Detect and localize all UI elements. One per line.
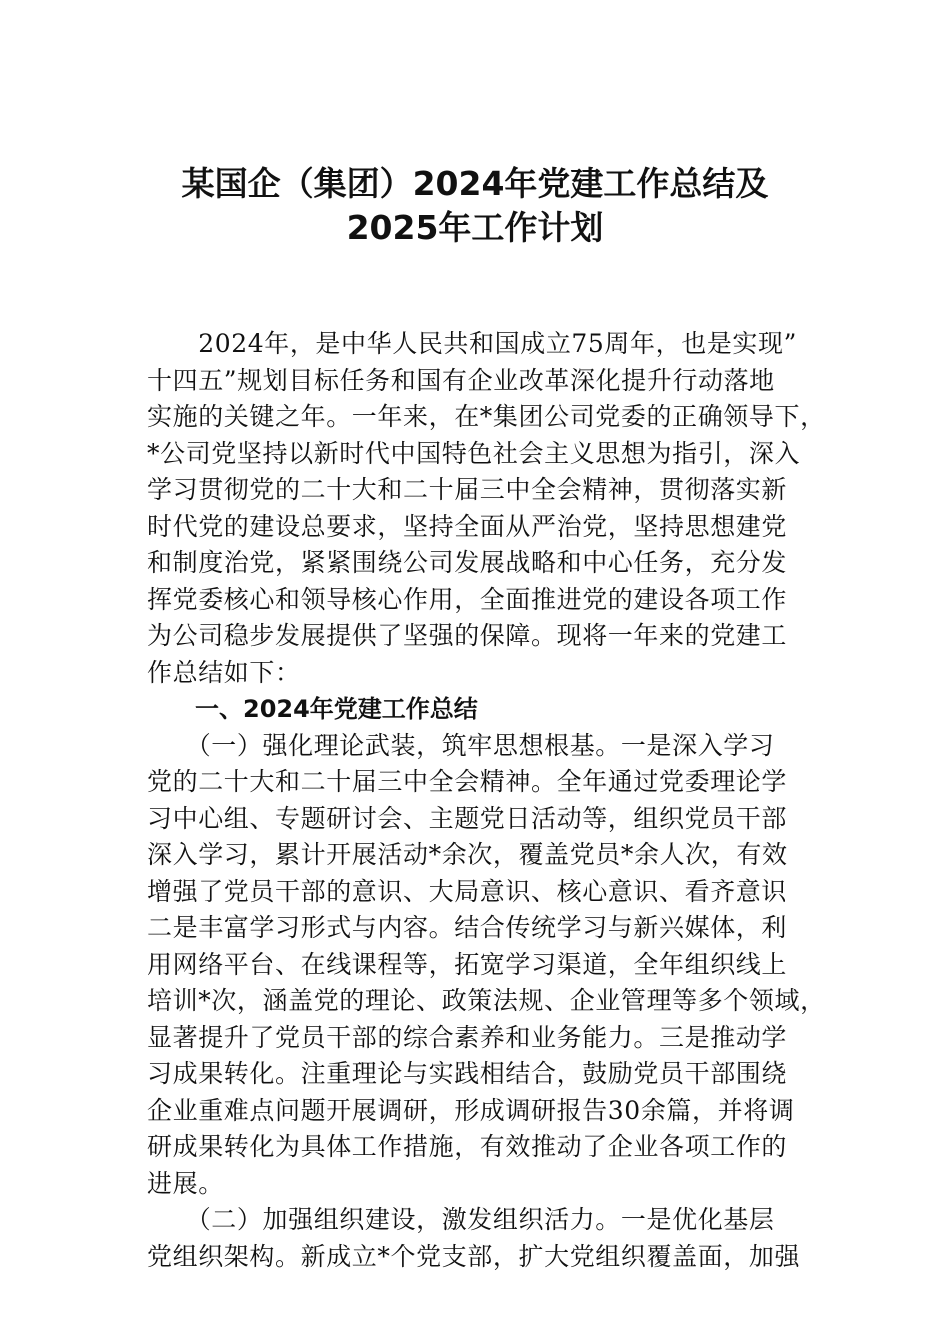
text-line: 进展。	[147, 1168, 224, 1198]
text-line: 和制度治党，紧紧围绕公司发展战略和中心任务，充分发	[147, 548, 788, 577]
text-line: 培训*次，涵盖党的理论、政策法规、企业管理等多个领域，	[147, 986, 826, 1015]
text-line: 研成果转化为具体工作措施，有效推动了企业各项工作的	[147, 1132, 788, 1161]
text-line: 党组织架构。新成立*个党支部，扩大党组织覆盖面，加强	[147, 1241, 801, 1271]
text-line: 习成果转化。注重理论与实践相结合，鼓励党员干部围绕	[147, 1059, 788, 1088]
text-line: 为公司稳步发展提供了坚强的保障。现将一年来的党建工	[147, 621, 788, 650]
text-line: （一）强化理论武装，筑牢思想根基。一是深入学习	[147, 730, 775, 760]
text-line: 挥党委核心和领导核心作用，全面推进党的建设各项工作	[147, 584, 788, 614]
text-line: 作总结如下：	[147, 657, 301, 687]
text-line: （二）加强组织建设，激发组织活力。一是优化基层	[147, 1205, 775, 1234]
text-line: 显著提升了党员干部的综合素养和业务能力。三是推动学	[147, 1022, 788, 1052]
text-line: 实施的关键之年。一年来，在*集团公司党委的正确领导下，	[147, 402, 826, 431]
text-line: 十四五”规划目标任务和国有企业改革深化提升行动落地	[147, 365, 775, 395]
text-line: 习中心组、专题研讨会、主题党日活动等，组织党员干部	[147, 803, 788, 833]
document-title-line-1: 某国企（集团）2024年党建工作总结及	[181, 164, 769, 203]
document-title-line-2: 2025年工作计划	[346, 208, 604, 247]
text-line: 增强了党员干部的意识、大局意识、核心意识、看齐意识	[147, 876, 788, 906]
section-heading: 一、2024年党建工作总结	[147, 695, 478, 723]
text-line: 用网络平台、在线课程等，拓宽学习渠道，全年组织线上	[147, 949, 788, 979]
text-line: *公司党坚持以新时代中国特色社会主义思想为指引，深入	[147, 438, 801, 468]
text-line: 2024年，是中华人民共和国成立75周年，也是实现”	[147, 329, 798, 358]
text-line: 学习贯彻党的二十大和二十届三中全会精神，贯彻落实新	[147, 475, 788, 504]
text-line: 时代党的建设总要求，坚持全面从严治党，坚持思想建党	[147, 511, 788, 541]
text-line: 深入学习，累计开展活动*余次，覆盖党员*余人次，有效	[147, 840, 788, 869]
text-line: 企业重难点问题开展调研，形成调研报告30余篇，并将调	[147, 1095, 795, 1125]
text-line: 二是丰富学习形式与内容。结合传统学习与新兴媒体，利	[147, 913, 788, 942]
text-line: 党的二十大和二十届三中全会精神。全年通过党委理论学	[147, 767, 788, 796]
document-body	[147, 326, 826, 1275]
